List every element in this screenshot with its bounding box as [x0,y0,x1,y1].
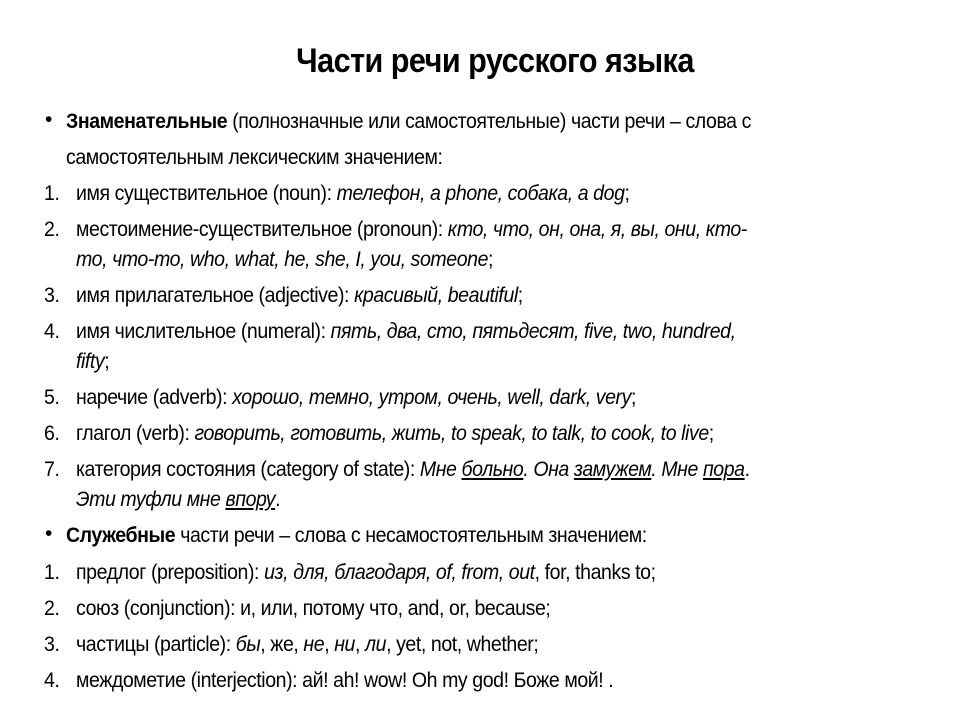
item-text [76,182,630,206]
item-text [76,386,636,410]
item-number: 2. [44,218,60,241]
item-end: ; [517,284,523,307]
item-number: 1. [44,182,60,205]
item-end: ; [630,386,636,409]
slide-title: Части речи русского языка [296,42,694,80]
bullet-text: части речи – слова с несамостоятельным значением: [175,524,647,547]
bullet-dot-icon: • [45,522,53,545]
item-end: ; [624,182,630,205]
example-text: Эти туфли мне [76,488,226,511]
item-number: 4. [44,320,60,343]
example-underlined: замужем [573,458,652,481]
item-examples: телефон, a phone, собака, a dog [336,182,625,205]
example-text: . [744,458,750,481]
example-underlined: больно [461,458,524,481]
item-number: 3. [44,284,60,307]
bullet-text: (полнозначные или самостоятельные) части речи – слова с [227,110,751,133]
item-number: 3. [44,633,60,656]
item-label: частицы (particle): [76,633,236,656]
example-text: бы [235,633,261,656]
item-examples: красивый, beautiful [354,284,518,307]
item-examples: fifty [76,350,105,373]
item-examples: кто, что, он, она, я, вы, они, кто- [447,218,747,241]
example-text: ни [334,633,355,656]
item-number: 4. [44,669,60,692]
item-examples: пять, два, сто, пятьдесят, five, two, hundred, [330,320,736,343]
item-text: междометие (interjection): ай! ah! wow! Oh my god! Боже мой! . [76,669,614,692]
item-text-cont [76,488,280,512]
example-underlined: пора [702,458,745,481]
item-label: имя числительное (numeral): [76,320,331,343]
item-number: 1. [44,561,60,584]
example-text: ли [365,633,387,656]
item-text [76,218,747,242]
item-text [76,458,750,482]
item-label: категория состояния (category of state): [76,458,420,481]
item-text [76,633,538,657]
bullet-dot-icon: • [45,108,53,131]
item-end: ; [104,350,110,373]
example-text: не [303,633,325,656]
example-text: Мне [419,458,462,481]
example-text: , [324,633,335,656]
example-underlined: впору [225,488,276,511]
item-plain: , for, thanks to; [534,561,656,584]
bullet-text-line1 [66,524,647,548]
item-examples: то, что-то, who, what, he, she, I, you, someone [76,248,489,271]
item-label: имя существительное (noun): [76,182,337,205]
item-examples: хорошо, темно, утром, очень, well, dark, very [232,386,631,409]
item-text [76,561,656,585]
item-label: имя прилагательное (adjective): [76,284,355,307]
example-text: . [275,488,281,511]
item-number: 6. [44,422,60,445]
bold-term: Служебные [66,524,176,547]
item-label: предлог (preposition): [76,561,265,584]
bullet-text-line2: самостоятельным лексическим значением: [66,146,443,169]
example-text: , же, [260,633,304,656]
item-text-cont [76,350,109,374]
bullet-text-line1 [66,110,751,134]
item-label: местоимение-существительное (pronoun): [76,218,448,241]
example-text: . Она [523,458,574,481]
item-number: 2. [44,597,60,620]
item-number: 7. [44,458,60,481]
bold-term: Знаменательные [66,110,228,133]
item-text [76,422,714,446]
item-text [76,320,736,344]
example-text: , yet, not, whether; [386,633,539,656]
item-end: ; [488,248,494,271]
example-text: . Мне [651,458,703,481]
item-text [76,284,523,308]
item-examples: из, для, благодаря, of, from, out [264,561,535,584]
item-examples: говорить, готовить, жить, to speak, to talk, to cook, to live [194,422,709,445]
item-text: союз (conjunction): и, или, потому что, and, or, because; [76,597,551,620]
item-text-cont [76,248,493,272]
item-label: глагол (verb): [76,422,195,445]
example-text: , [355,633,366,656]
item-label: наречие (adverb): [76,386,233,409]
item-number: 5. [44,386,60,409]
item-end: ; [708,422,714,445]
